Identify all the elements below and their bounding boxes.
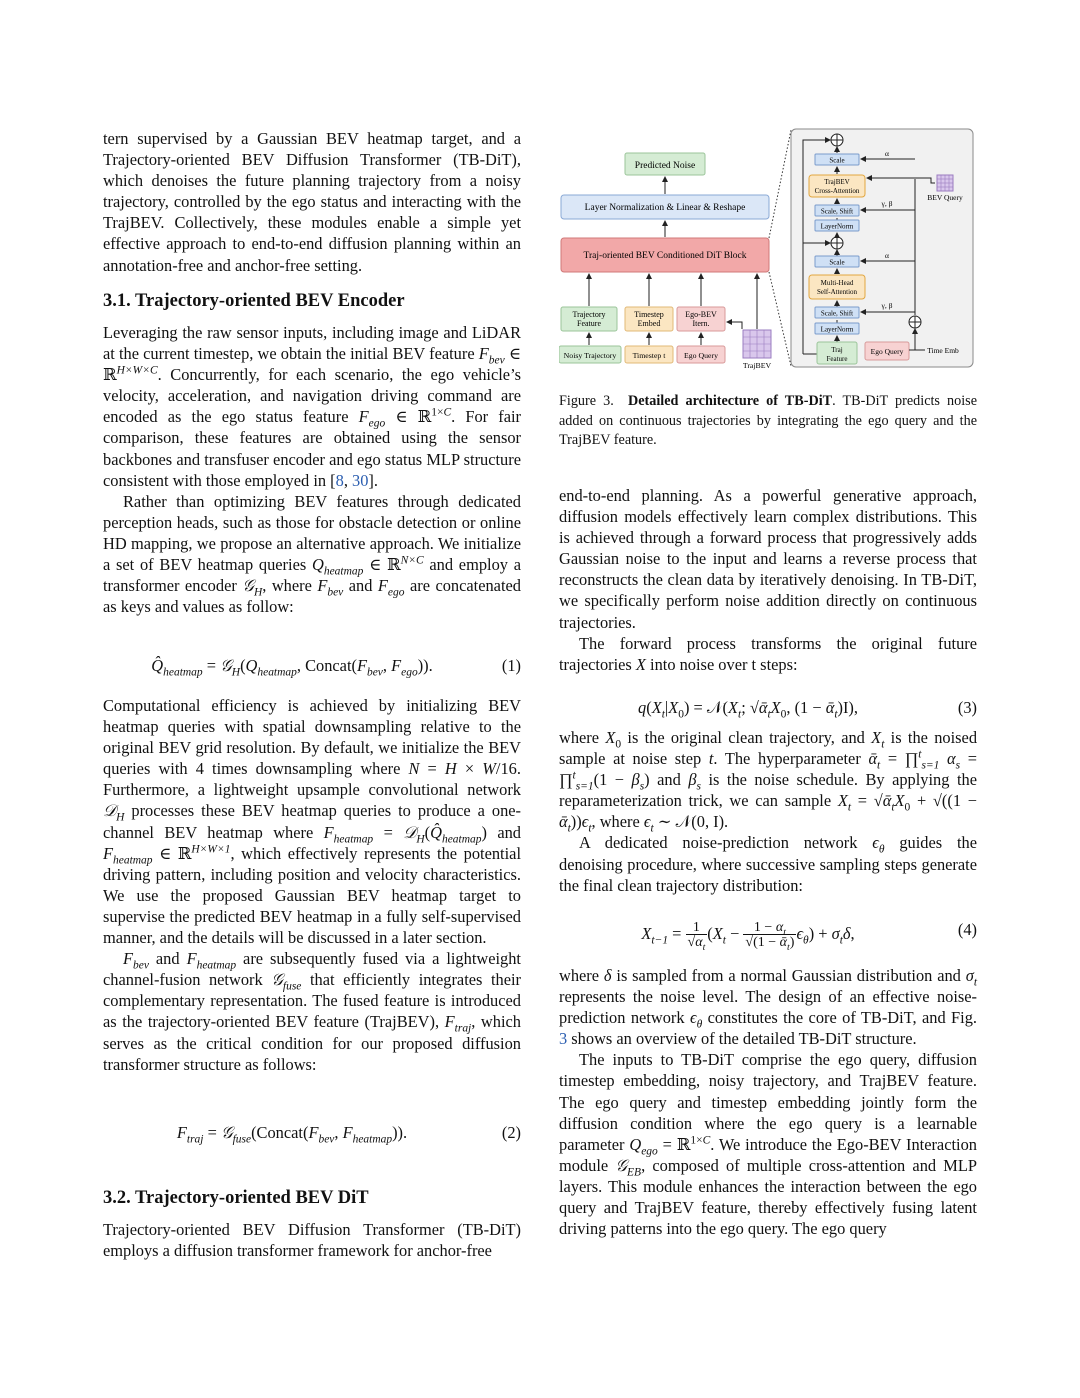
add-icon [831,134,843,146]
svg-text:Timestep: Timestep [634,310,664,319]
svg-text:Timestep t: Timestep t [632,351,666,360]
paragraph-inputs: The inputs to TB-DiT comprise the ego query, diffusion timestep embedding, noisy trajectory, and TrajBEV feature. The ego query and timestep embedding jointly form the diffusion condition where the ego query is a learnable parameter $Q_{ego}$ = ℝ$^{1\times C}$. We introduce the Ego-BEV Interaction module 𝒢$_{EB}$, composed of multiple cross-attention and MLP layers. This module enhances the interaction between the ego query and TrajBEV feature, thereby effectively fusing latent driving patterns into the ego query. The ego query [559,1050,977,1239]
citation-link[interactable]: 30 [352,470,369,490]
paragraph-dit-1: Trajectory-oriented BEV Diffusion Transformer (TB-DiT) employs a diffusion transformer framework for anchor-free [103,1220,521,1261]
svg-text:Self-Attention: Self-Attention [816,288,858,296]
svg-text:BEV Query: BEV Query [927,193,963,202]
svg-text:Scale: Scale [829,156,845,165]
trajbev-grid-icon [743,330,771,358]
svg-text:TrajBEV: TrajBEV [742,361,772,370]
add-icon [831,237,843,249]
paragraph-encoder-2: Rather than optimizing BEV features through dedicated perception heads, such as those for obstacle detection or online HD mapping, we propose an alternative approach. We initialize a set of BEV heatmap queries $Q_{heatmap}$ ∈ ℝ$^{N\times C}$ and employ a transformer encoder 𝒢$_H$, where $F_{bev}$ and $F_{ego}$ are concatenated as keys and values as follow: [103,491,521,617]
svg-text:Trajectory: Trajectory [572,310,606,319]
svg-text:Feature: Feature [577,319,601,328]
add-icon [909,316,921,328]
svg-text:γ, β: γ, β [881,301,893,310]
paragraph-noise-definition: where $X_0$ is the original clean trajectory, and $X_t$ is the noised sample at noise step t. The hyperparameter ᾱ$_t$ = ∏$^t_{s=1}$ $\alpha_s$ = ∏$^t_{s=1}$(1 − $\beta_s$) and $\beta_s$ is the noise schedule. By applying the reparameterization trick, we can sample $X_t$ = $√ᾱ_tX_0 + √((1$ − $ᾱ_t))\epsilon_t$, where $\epsilon_t$ ∼ 𝒩(0, I). [559,728,978,835]
paragraph-sampling: where δ is sampled from a normal Gaussian distribution and $\sigma_t$ represents the noise level. The design of an effective noise-prediction network $\epsilon_\theta$ constitutes the core of TB-DiT, and Fig. 3 shows an overview of the detailed TB-DiT structure. [559,966,977,1049]
svg-text:Noisy Trajectory: Noisy Trajectory [563,351,617,360]
svg-text:Traj: Traj [831,346,843,354]
svg-text:γ, β: γ, β [881,199,893,208]
svg-text:LayerNorm: LayerNorm [820,325,854,334]
svg-text:Ego Query: Ego Query [684,351,718,360]
dit-block-label: Traj-oriented BEV Conditioned DiT Block [583,251,747,261]
svg-text:Ego Query: Ego Query [870,347,904,356]
svg-text:Scale, Shift: Scale, Shift [820,207,854,216]
equation-3: $q(X_t|X_0)$ = $𝒩(X_t$; $√ᾱ_tX_0$, (1 − ᾱ$_t$)I), (3) [638,698,977,721]
equation-4: $X_{t-1} = 1$ $√\alpha_t(X_t - 1 - \alpha_t$ √(1 − ᾱ$_t$) $\epsilon_\theta) + \sigma_t\delta$, (4) [641,920,977,953]
equation-2: $F_{traj}$ = $𝒢_{fuse}(Concat(F_{bev}$, $F_{heatmap}$)). (2) [176,1123,521,1146]
bev-query-grid-icon [937,175,953,191]
layer-norm-label: Layer Normalization & Linear & Reshape [584,203,746,213]
svg-text:Multi-Head: Multi-Head [820,279,854,287]
svg-text:Embed: Embed [637,319,661,328]
paragraph-encoder-1: Leveraging the raw sensor inputs, including image and LiDAR at the current timestep, we obtain the initial BEV feature $F_{bev}$ ∈ ℝ$^{H\times W\times C}$. Concurrently, for each scenario, the ego vehicle’s velocity, acceleration, and navigation driving command are encoded as the ego status feature $F_{ego}$ ∈ ℝ$^{1\times C}$. For fair comparison, these features are obtained using the sensor backbones and transfuser encoder and ego status MLP structure consistent with those employed in [8, 30]. [103,323,522,490]
svg-text:Itern.: Itern. [692,319,710,328]
svg-text:α: α [885,251,889,260]
equation-1: $Q̂_{heatmap}$ = $𝒢_H(Q_{heatmap}$, $Concat(F_{bev}$, $F_{ego}$)). (1) [151,656,521,679]
paragraph-encoder-3: Computational efficiency is achieved by initializing BEV heatmap queries with spatial downsampling relative to the original BEV grid resolution. By default, we initialize the BEV queries with 4 times downsampling where N = H × W/16. Furthermore, a lightweight upsample convolutional network 𝒟$_H$ processes these BEV heatmap queries to produce a one-channel BEV heatmap where $F_{heatmap}$ = $𝒟_H(Q̂_{heatmap})$ and $F_{heatmap}$ ∈ ℝ$^{H\times W\times 1}$, which effectively represents the potential driving pattern, including position and velocity characteristics. We use the proposed Gaussian BEV heatmap target to supervise the predicted BEV heatmap in a fully self-supervised manner, and the details will be discussed in a later section. [103,696,521,948]
section-heading-3-1: 3.1. Trajectory-oriented BEV Encoder [103,291,405,311]
citation-link[interactable]: 8 [335,470,344,490]
svg-text:Scale: Scale [829,258,845,267]
figure-reference-link[interactable]: 3 [559,1029,568,1049]
figure-3-diagram [559,126,977,376]
time-emb-label: Time Emb [927,346,959,355]
svg-text:Ego-BEV: Ego-BEV [685,310,717,319]
paragraph-dit-2: end-to-end planning. As a powerful generative approach, diffusion models effectively learn complex distributions. This is achieved through a forward process that progressively adds Gaussian noise to the input and learns a reverse process that reconstructs the clean data by iteratively denoising. In TB-DiT, we specifically perform noise addition directly on continuous trajectories. [559,486,977,632]
svg-text:α: α [885,149,889,158]
svg-text:TrajBEV: TrajBEV [824,178,850,186]
predicted-noise-label: Predicted Noise [634,161,696,171]
paragraph-intro: tern supervised by a Gaussian BEV heatmap target, and a Trajectory-oriented BEV Diffusion Transformer (TB-DiT), which denoises the future planning trajectory from a noisy trajectory, controlled by the ego status and interacting with the TrajBEV. Collectively, these modules enable a simple yet effective approach to end-to-end diffusion planning within an annotation-free and anchor-free setting. [103,129,521,275]
svg-text:LayerNorm: LayerNorm [820,222,854,231]
svg-text:Cross-Attention: Cross-Attention [814,187,860,195]
svg-text:Scale, Shift: Scale, Shift [820,309,854,318]
section-heading-3-2: 3.2. Trajectory-oriented BEV DiT [103,1188,369,1208]
paragraph-noise-network: A dedicated noise-prediction network $\epsilon_\theta$ guides the denoising procedure, where successive sampling steps generate the final clean trajectory distribution: [559,833,977,895]
paragraph-forward-process: The forward process transforms the original future trajectories X into noise over t steps: [559,633,977,674]
figure-caption: Figure 3. Detailed architecture of TB-DiT. TB-DiT predicts noise added on continuous trajectories by integrating the ego query and the TrajBEV feature. [559,393,977,448]
paragraph-encoder-4: $F_{bev}$ and $F_{heatmap}$ are subsequently fused via a lightweight channel-fusion network 𝒢$_{fuse}$ that efficiently integrates their complementary representation. The fused feature is introduced as the trajectory-oriented BEV feature (TrajBEV), $F_{traj}$, which serves as the critical condition for our proposed diffusion transformer structure as follows: [103,949,521,1074]
svg-text:Feature: Feature [826,355,848,363]
